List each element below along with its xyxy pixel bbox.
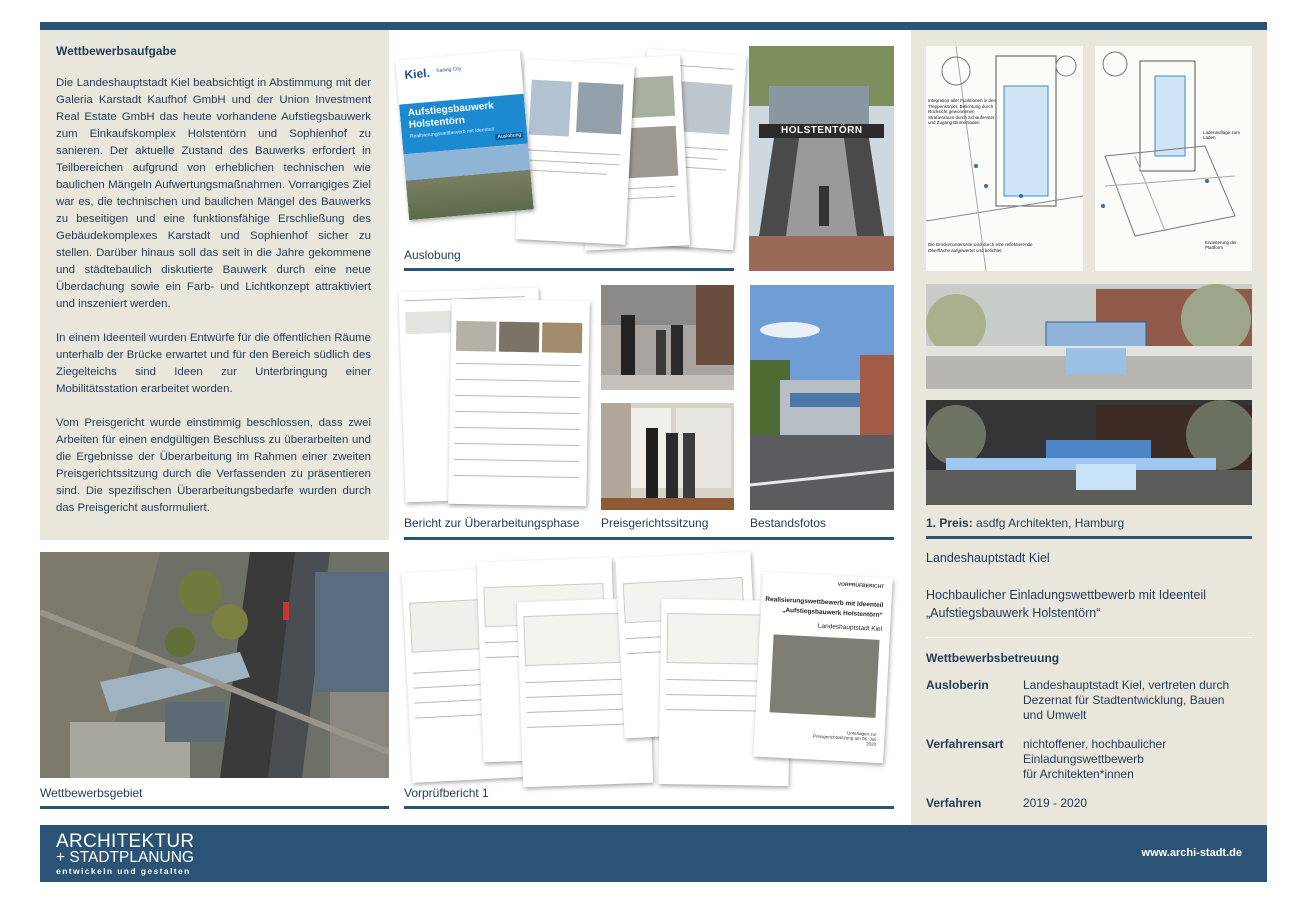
rule <box>40 806 389 809</box>
text-line <box>455 411 580 414</box>
cover-title: „Aufstiegsbauwerk Holstentörn“ <box>781 606 883 620</box>
figure <box>499 322 540 353</box>
first-prize-label: 1. Preis: <box>926 516 973 530</box>
info-label: Verfahren <box>926 796 982 810</box>
caption-bericht: Bericht zur Überarbeitungsphase <box>404 516 580 530</box>
info-value: Einladungswettbewerb <box>1023 752 1144 766</box>
plan-note: Ladenauflage zum Laden <box>1203 130 1241 140</box>
footer-logo-line2: + STADTPLANUNG <box>56 849 194 866</box>
cover-title: Holstentörn <box>408 114 466 131</box>
text-line <box>455 395 580 398</box>
figure <box>529 80 572 137</box>
caption-preisgericht: Preisgerichtssitzung <box>601 516 709 530</box>
footer <box>40 825 1267 882</box>
caption-gebiet: Wettbewerbsgebiet <box>40 786 143 800</box>
cover-title: Aufstiegsbauwerk <box>407 100 495 119</box>
info-value: Dezernat für Stadtentwicklung, Bauen <box>1023 693 1225 707</box>
figure <box>542 322 583 353</box>
intro-title: Wettbewerbsaufgabe <box>56 44 177 58</box>
cover-subtitle: Realisierungswettbewerb mit Ideenteil <box>409 126 495 140</box>
kiel-logo: Kiel. <box>403 65 431 82</box>
kiel-logo-sub: Sailing City <box>436 66 462 75</box>
auslobung-cover <box>395 50 533 220</box>
plan-note: Erweiterung der Plattform <box>1205 240 1237 250</box>
cover-aerial <box>770 634 880 717</box>
jury-photo <box>601 285 734 390</box>
info-value: Landeshauptstadt Kiel, vertreten durch <box>1023 678 1230 692</box>
client-name: Landeshauptstadt Kiel <box>926 551 1050 565</box>
document-page <box>448 299 590 506</box>
info-value: für Architekten*innen <box>1023 767 1134 781</box>
rule <box>404 537 894 540</box>
project-title: „Aufstiegsbauwerk Holstentörn“ <box>926 606 1101 620</box>
info-value: und Umwelt <box>1023 708 1087 722</box>
existing-photo <box>750 285 894 510</box>
jury-photo <box>601 403 734 510</box>
plan-note: Die Brückenunterseite wird durch eine reflektierende Oberfläche aufgewertet und belichtet <box>928 242 1033 253</box>
text-line <box>455 379 580 382</box>
escalator-photo <box>749 46 894 271</box>
caption-bestand: Bestandsfotos <box>750 516 827 530</box>
intro-panel <box>40 30 389 540</box>
text-line <box>456 363 581 366</box>
info-value: nichtoffener, hochbaulicher <box>1023 737 1167 751</box>
caption-vorpruef: Vorprüfbericht 1 <box>404 786 489 800</box>
cover-title: Realisierungswettbewerb mit Ideenteil <box>765 595 884 610</box>
rule <box>926 536 1252 539</box>
project-title: Hochbaulicher Einladungswettbewerb mit Ideenteil <box>926 588 1207 602</box>
figure <box>628 76 675 118</box>
cover-badge: Auslobung <box>497 132 522 141</box>
text-line <box>454 475 579 478</box>
site-plan <box>926 46 1083 271</box>
ground-plan <box>1095 46 1252 271</box>
holstentoern-sign: HOLSTENTÖRN <box>781 125 863 136</box>
cover-photo <box>403 143 533 220</box>
info-label: Ausloberin <box>926 678 989 692</box>
first-prize-value: asdfg Architekten, Hamburg <box>976 516 1125 530</box>
text-line <box>455 427 580 430</box>
intro-paragraph: In einem Ideenteil wurden Entwürfe für die öffentlichen Räume unterhalb der Brücke erwartet und für den Bereich südlich des Ziegelteichs sind Ideen zur Unterbringung einer Mobilitätsstation erarbeitet worden. <box>56 332 371 395</box>
text-line <box>527 160 619 166</box>
text-line <box>454 459 579 462</box>
top-bar <box>40 22 1267 30</box>
vorpruef-cover <box>753 572 893 764</box>
cover-tag: VORPRÜFBERICHT <box>837 581 885 591</box>
plan-note: Integration aller Funktionen in den Treppenkörper, Belichtung durch Rücksicht gewonnenen Straßenraum durch Schaufenster und Zugang Blumenladen <box>928 98 997 125</box>
section-title: Wettbewerbsbetreuung <box>926 651 1060 665</box>
divider <box>926 637 1252 638</box>
caption-auslobung: Auslobung <box>404 248 461 262</box>
rule <box>404 268 734 271</box>
intro-paragraph: Die Landeshauptstadt Kiel beabsichtigt in Abstimmung mit der Galeria Karstadt Kaufhof GmbH und der Union Investment Real Estate GmbH das heute vorhandene Aufstiegsbauwerk zum Einkaufskomplex Holstentörn und Sophienhof zu sanieren. Der aktuelle Zustand des Bauwerks erfordert in Teilbereichen aufgrund von erheblichen technischen wie baulichen Mängeln Aufwertungsmaßnahmen. Vorrangiges Ziel war es, die technischen und baulichen Mängel des Bauwerks zu beseitigen und eine funktionsfähige Erschließung des Gebäudekomplexes Karstadt und Sophienhof sicher zu stellen. Darüber hinaus soll das seit in die Jahre gekommene und städtebaulich diskutierte Bauwerk durch eine neue Überdachung sowie ein Farb- und Lichtkonzept attraktiviert und inszeniert werden. <box>56 77 371 310</box>
text-line <box>454 443 579 446</box>
rendering-day <box>926 284 1252 389</box>
figure <box>456 321 497 352</box>
info-value: 2019 - 2020 <box>1023 796 1088 810</box>
text-line <box>528 150 620 156</box>
document-page <box>515 59 634 245</box>
text-line <box>527 170 607 175</box>
figure <box>576 82 624 134</box>
intro-paragraph: Vom Preisgericht wurde einstimmig beschlossen, dass zwei Arbeiten für einen endgültigen Beschluss zu überarbeiten und die Ergebnisse der Überarbeitung im Rahmen einer zweiten Preisgerichtssitzung durch die Verfassenden zu präsentieren sind. Die spezifischen Überarbeitungsbedarfe wurden durch das Preisgericht ausformuliert. <box>56 417 371 514</box>
first-prize <box>926 516 1124 530</box>
cover-foot: Unterlagen zur Preisgerichtssitzung am 06. Juli 2020 <box>812 730 877 747</box>
cover-org: Landeshauptstadt Kiel <box>817 622 883 634</box>
rule <box>404 806 894 809</box>
rendering-night <box>926 400 1252 505</box>
info-label: Verfahrensart <box>926 737 1004 751</box>
aerial-photo <box>40 552 389 778</box>
footer-logo-tagline: entwickeln und gestalten <box>56 866 191 876</box>
footer-url[interactable]: www.archi-stadt.de <box>1141 847 1242 859</box>
footer-logo-line1: ARCHITEKTUR <box>56 831 195 852</box>
